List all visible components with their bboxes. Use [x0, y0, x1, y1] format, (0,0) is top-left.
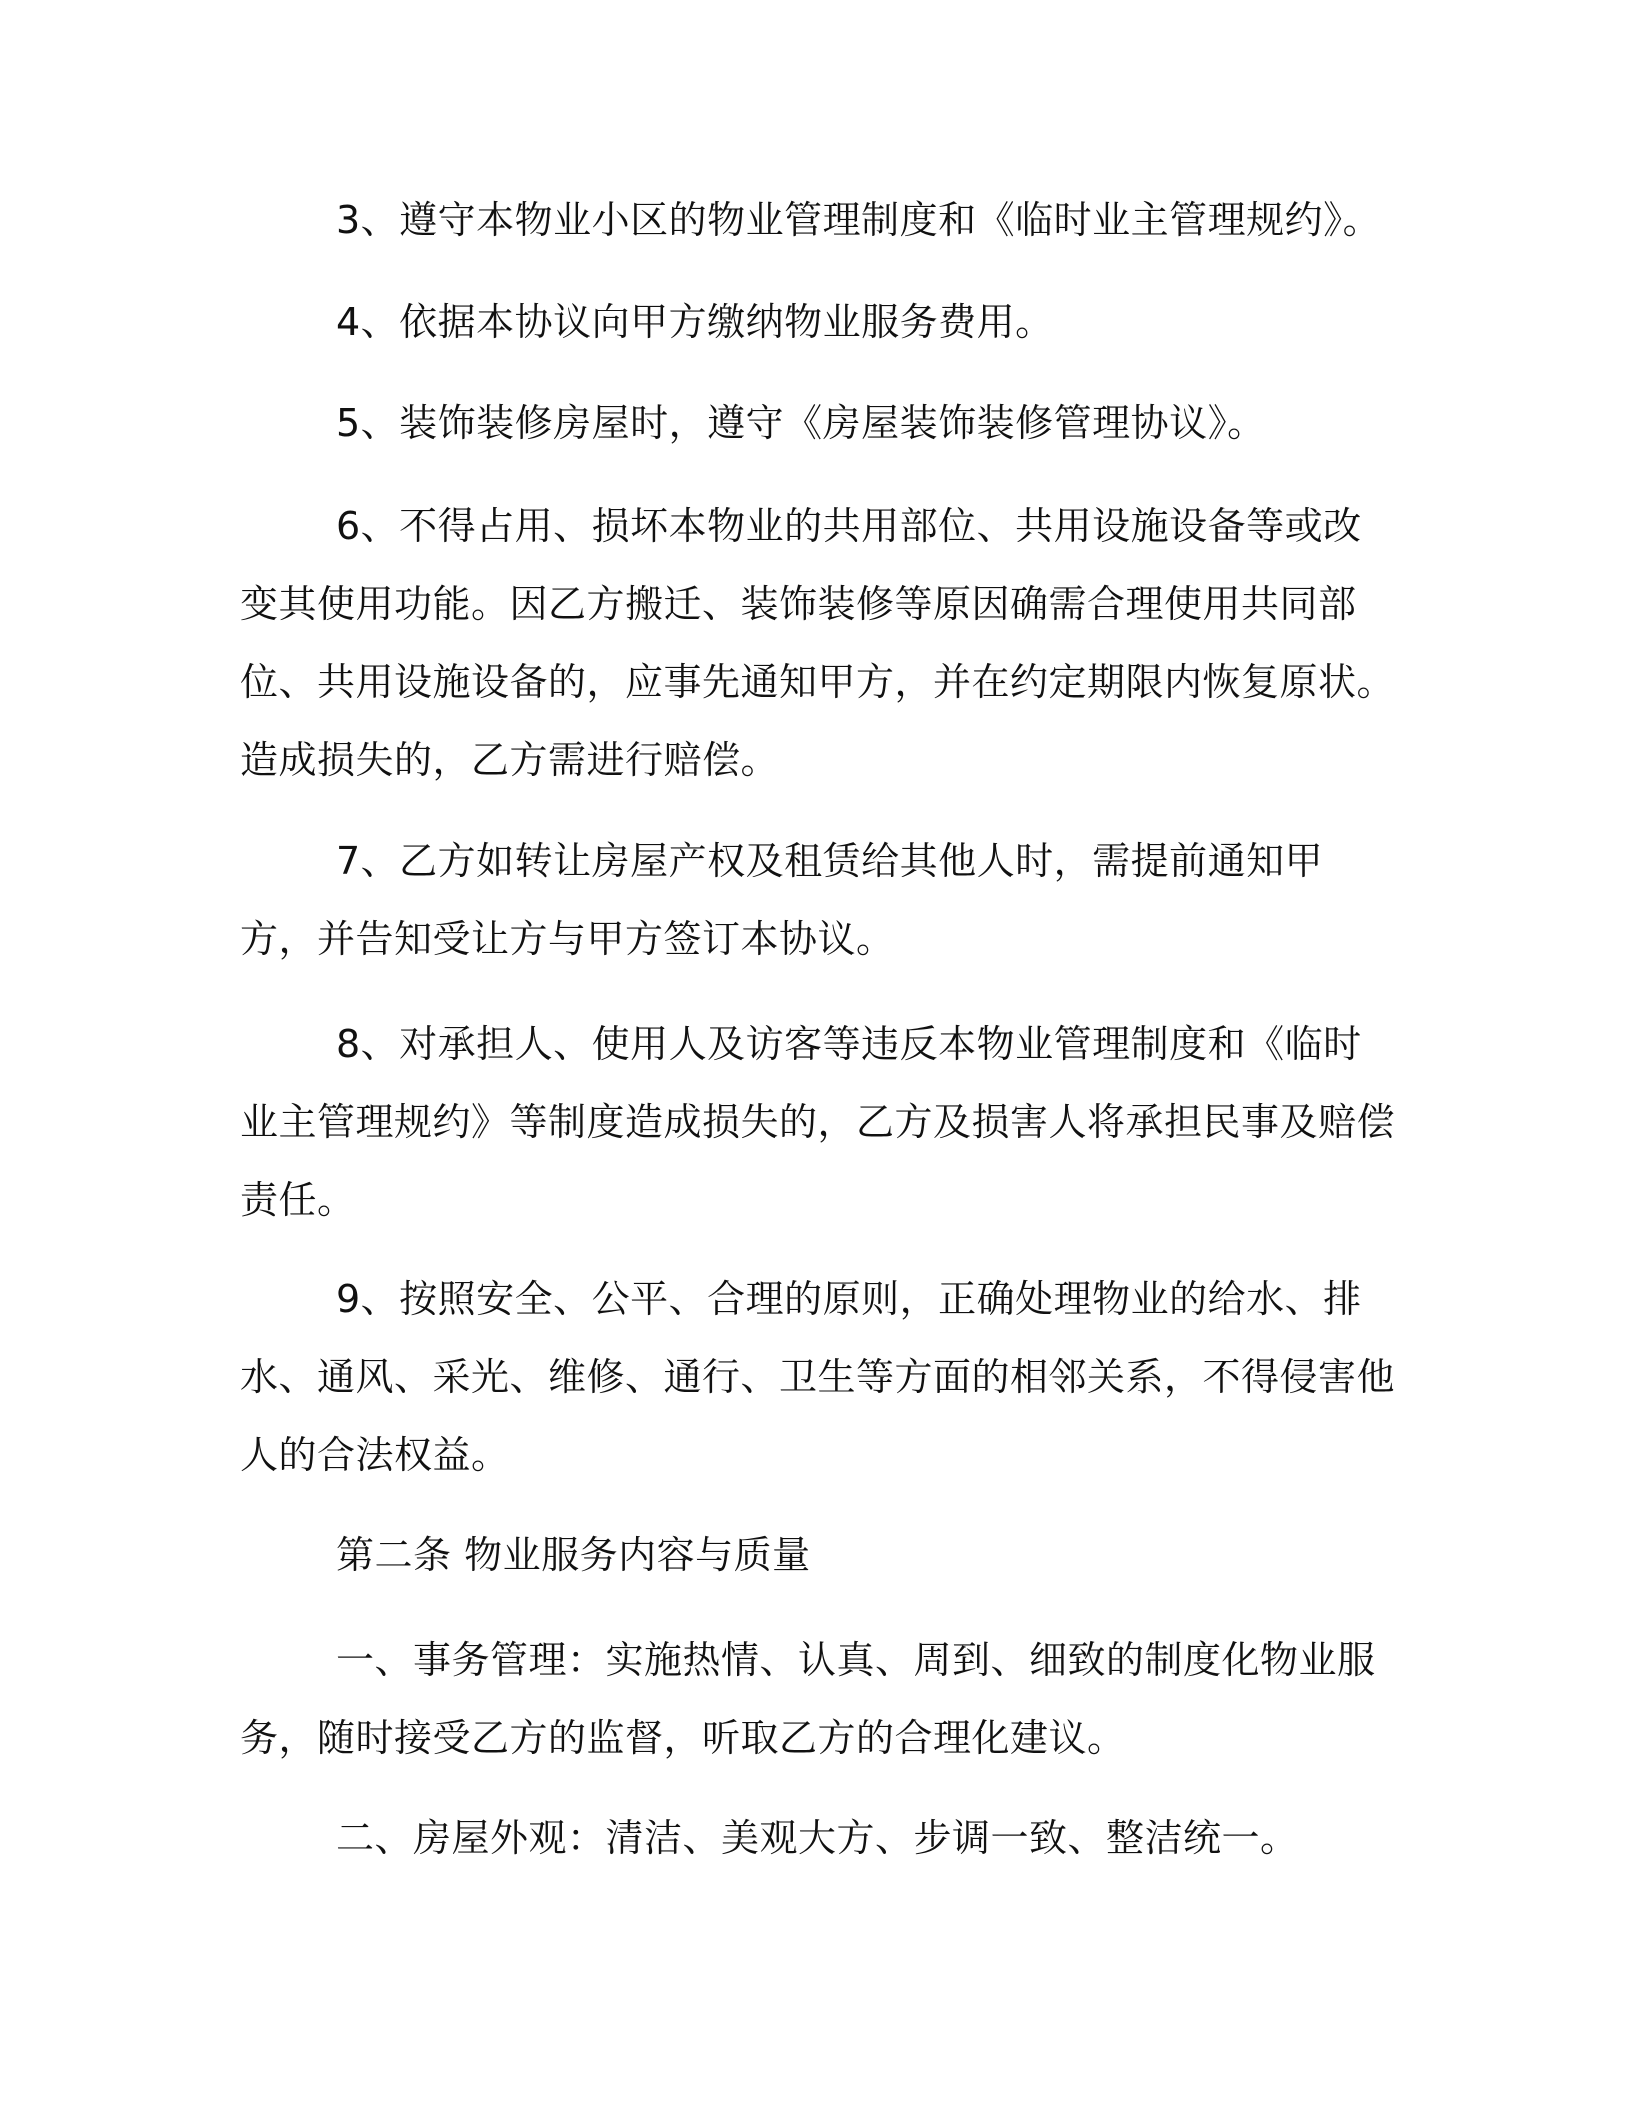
paragraph-item-8: 8、对承担人、使用人及访客等违反本物业管理制度和《临时业主管理规约》等制度造成损失的，乙方及损害人将承担民事及赔偿责任。 [240, 1022, 1396, 1222]
paragraph-item-4: 4、依据本协议向甲方缴纳物业服务费用。 [336, 300, 1054, 344]
paragraph-house-appearance: 二、房屋外观：清洁、美观大方、步调一致、整洁统一。 [336, 1816, 1299, 1860]
section-heading-article-2: 第二条 物业服务内容与质量 [336, 1533, 811, 1577]
paragraph-item-7: 7、乙方如转让房屋产权及租赁给其他人时，需提前通知甲方，并告知受让方与甲方签订本协议。 [240, 839, 1324, 961]
paragraph-item-9: 9、按照安全、公平、合理的原则，正确处理物业的给水、排水、通风、采光、维修、通行、卫生等方面的相邻关系，不得侵害他人的合法权益。 [240, 1277, 1396, 1477]
paragraph-affairs-management: 一、事务管理：实施热情、认真、周到、细致的制度化物业服务，随时接受乙方的监督，听取乙方的合理化建议。 [240, 1638, 1376, 1760]
paragraph-item-6: 6、不得占用、损坏本物业的共用部位、共用设施设备等或改变其使用功能。因乙方搬迁、装饰装修等原因确需合理使用共同部位、共用设施设备的，应事先通知甲方，并在约定期限内恢复原状。造成损失的，乙方需进行赔偿。 [240, 504, 1396, 782]
paragraph-item-3: 3、遵守本物业小区的物业管理制度和《临时业主管理规约》。 [336, 198, 1382, 242]
paragraph-item-5: 5、装饰装修房屋时，遵守《房屋装饰装修管理协议》。 [336, 401, 1266, 445]
